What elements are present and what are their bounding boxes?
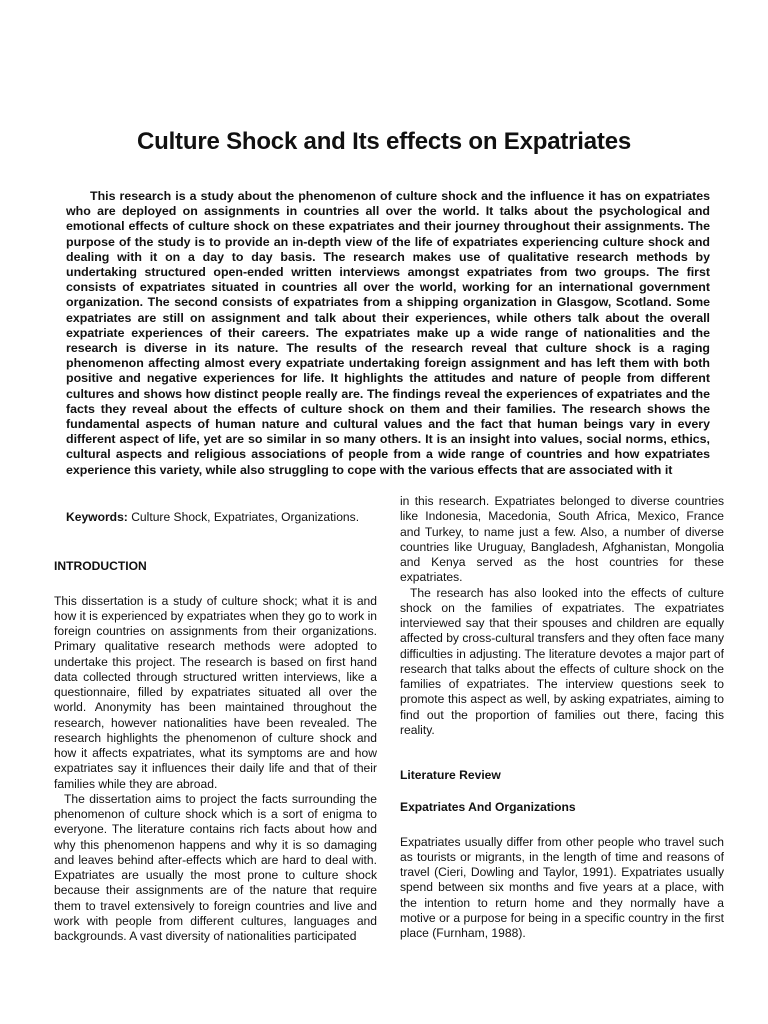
document-title: Culture Shock and Its effects on Expatriates [137,128,631,155]
keywords-label: Keywords: [66,510,128,524]
expatriates-paragraph: Expatriates usually differ from other people who travel such as tourists or migrants, in the length of time and reasons of travel (Cieri, Dowling and Taylor, 1991). Expatriates usually spend between six months and five years at a place, with the intention to return home and they normally have a motive or a purpose for being in a specific country in the first place (Furnham, 1988). [400,834,724,940]
intro-paragraph-1: This dissertation is a study of culture shock; what it is and how it is experienced by expatriates when they go to work in foreign countries on assignments from their organizations. Primary qualitative research methods were adopted to undertake this project. The research is based on first hand data collected through structured written interviews, like a questionnaire, filled by expatriates situated all over the world. Anonymity has been maintained throughout the research, however nationalities have been revealed. The research highlights the phenomenon of culture shock and how it affects expatriates, what its symptoms are and how expatriates say it influences their daily life and that of their families while they are abroad. [54,593,377,791]
intro-paragraph-2: The dissertation aims to project the facts surrounding the phenomenon of culture shock which is a sort of enigma to everyone. The literature contains rich facts about how and why this phenomenon happens and why it is so damaging and leaves behind after-effects which are hard to deal with. Expatriates are usually the most prone to culture shock because their assignments are of the nature that require them to travel extensively to foreign countries and live and work with people from different cultures, languages and backgrounds. A vast diversity of nationalities participated [54,791,377,943]
right-column [400,494,724,941]
abstract-paragraph: This research is a study about the phenomenon of culture shock and the influence it has on expatriates who are deployed on assignments in countries all over the world. It talks about the psychological and emotional effects of culture shock on these expatriates and their journey throughout their assignments. The purpose of the study is to provide an in-depth view of the life of expatriates experiencing culture shock and dealing with it on a day to day basis. The research makes use of qualitative research methods by undertaking structured open-ended written interviews amongst expatriates from two groups. The first consists of expatriates situated in countries all over the world, working for an international government organization. The second consists of expatriates from a shipping organization in Glasgow, Scotland. Some expatriates are still on assignment and talk about their experiences, while others talk about the overall expatriate experiences of their careers. The expatriates make up a wide range of nationalities and the research is diverse in its nature. The results of the research reveal that culture shock is a raging phenomenon affecting almost every expatriate undertaking foreign assignment and has left them with both positive and negative experiences for life. It highlights the attitudes and nature of people from different cultures and shows how distinct people really are. The findings reveal the experiences of expatriates and the facts they reveal about the effects of culture shock on them and their families. The research shows the fundamental aspects of human nature and cultural values and the fact that human beings vary in every different aspect of life, yet are so similar in so many others. It is an insight into values, social norms, ethics, cultural aspects and religious associations of people from a wide range of countries and how expatriates experience this variety, while also struggling to cope with the various effects that are associated with it [66,189,710,477]
left-column [54,510,377,944]
right-paragraph-1: in this research. Expatriates belonged to diverse countries like Indonesia, Macedonia, South Africa, Mexico, France and Turkey, to name just a few. Also, a number of diverse countries like Uruguay, Bangladesh, Afghanistan, Mongolia and Kenya served as the host countries for these expatriates. [400,494,724,585]
introduction-heading: INTRODUCTION [54,559,147,574]
right-paragraph-2: The research has also looked into the effects of culture shock on the families of expatriates. The expatriates interviewed say that their spouses and children are equally affected by cross-cultural transfers and they often face many difficulties in adjusting. The literature devotes a major part of research that talks about the effects of culture shock on the families of expatriates. The interview questions seek to promote this aspect as well, by asking expatriates, aiming to find out the proportion of families out there, facing this reality. [400,585,724,737]
expatriates-organizations-heading: Expatriates And Organizations [400,800,576,815]
literature-review-heading: Literature Review [400,768,501,782]
keywords-line [66,510,377,525]
keywords-text: Culture Shock, Expatriates, Organizations. [127,510,360,524]
